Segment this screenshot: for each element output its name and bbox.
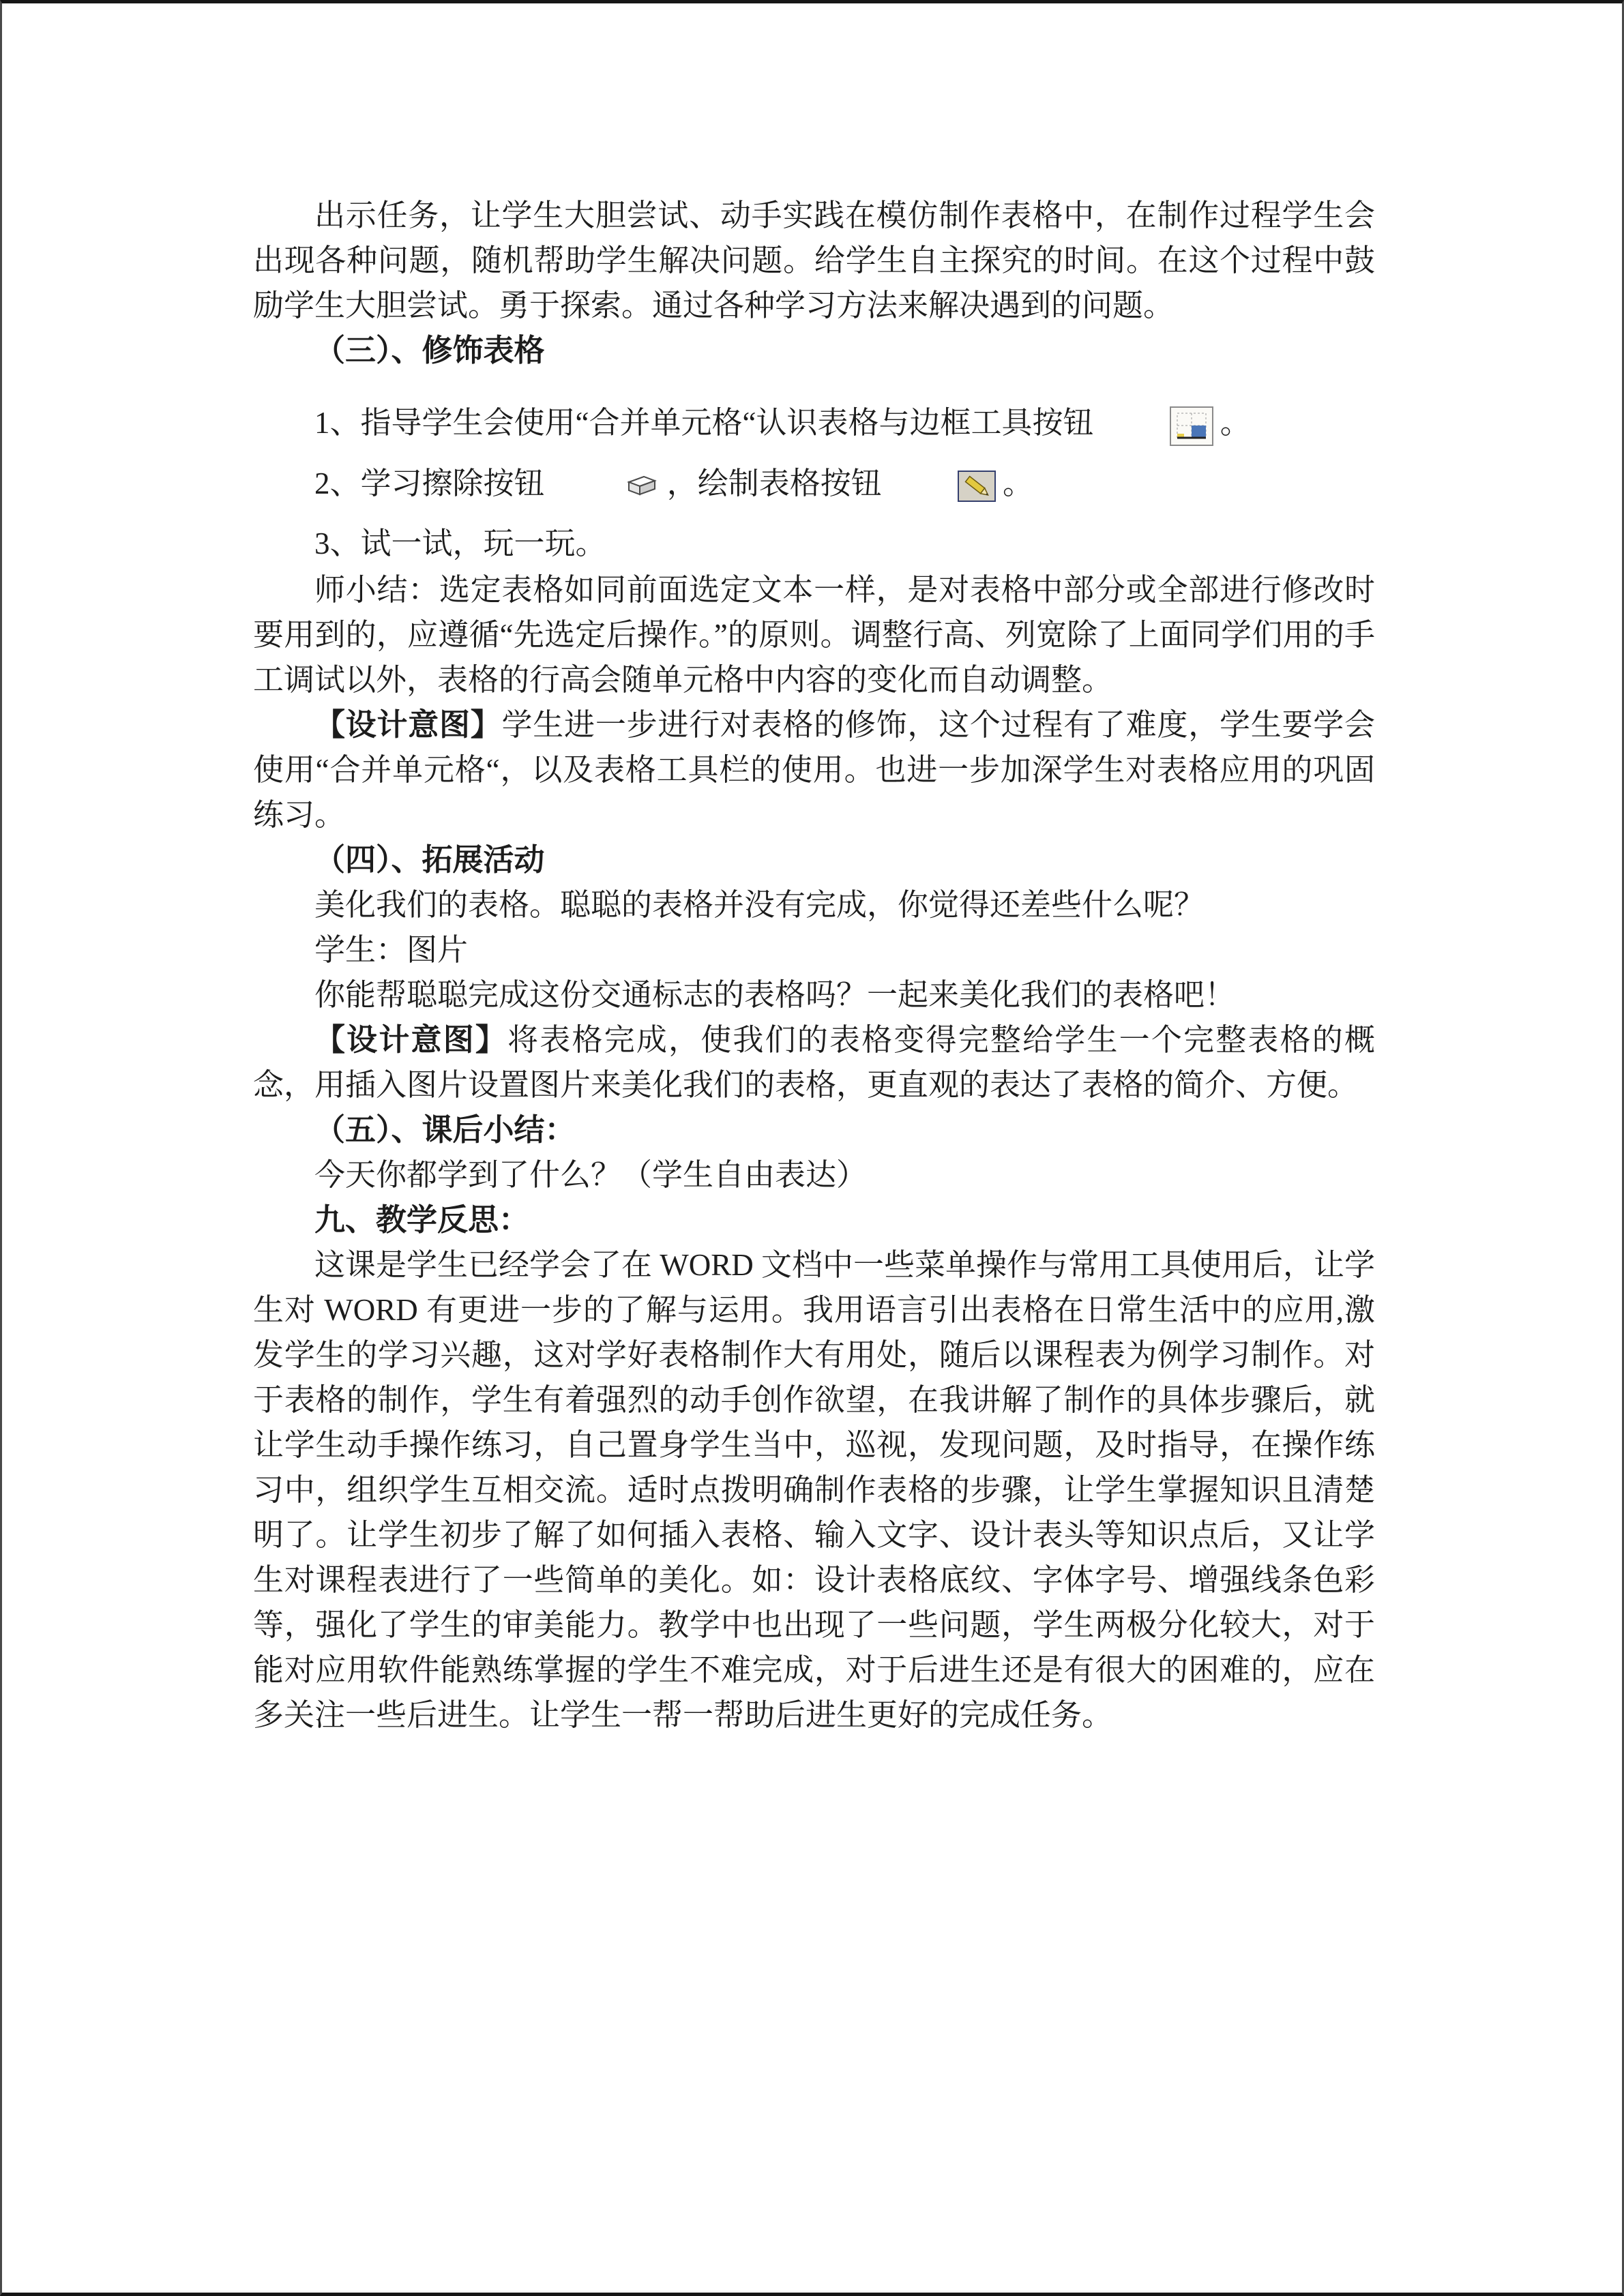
- paragraph-teaching-reflection: 这课是学生已经学会了在 WORD 文档中一些菜单操作与常用工具使用后，让学生对 WORD 有更进一步的了解与运用。我用语言引出表格在日常生活中的应用,激发学生的学习兴趣，这对学好表格制作大有用处，随后以课程表为例学习制作。对于表格的制作，学生有着强烈的动手创作欲望，在我讲解了制作的具体步骤后，就让学生动手操作练习，自己置身学生当中，巡视，发现问题，及时指导，在操作练习中，组织学生互相交流。适时点拨明确制作表格的步骤，让学生掌握知识且清楚明了。让学生初步了解了如何插入表格、输入文字、设计表头等知识点后，又让学生对课程表进行了一些简单的美化。如：设计表格底纹、字体字号、增强线条色彩等，强化了学生的审美能力。教学中也出现了一些问题，学生两极分化较大，对于能对应用软件能熟练掌握的学生不难完成，对于后进生还是有很大的困难的，应在多关注一些后进生。让学生一帮一帮助后进生更好的完成任务。: [253, 1247, 1375, 1732]
- paragraph-task: 出示任务，让学生大胆尝试、动手实践在模仿制作表格中，在制作过程学生会出现各种问题，随机帮助学生解决问题。给学生自主探究的时间。在这个过程中鼓励学生大胆尝试。勇于探索。通过各种学习方法来解决遇到的问题。: [253, 198, 1375, 323]
- heading-section-9: 九、教学反思：: [314, 1202, 530, 1237]
- document-content: [2, 3, 1622, 1738]
- list-item-3: 3、试一试，玩一玩。: [314, 526, 606, 561]
- list-item-2-text: 2、学习擦除按钮: [314, 466, 545, 501]
- list-item-2: [253, 461, 1375, 506]
- list-item-1-tail: 。: [1220, 406, 1251, 440]
- list-item-1-text: 1、指导学生会使用“合并单元格“认识表格与边框工具按钮: [314, 406, 1094, 440]
- draw-table-button-icon: [896, 471, 996, 502]
- heading-section-4: （四）、拓展活动: [314, 842, 545, 877]
- design-intent-1-label: 【设计意图】: [314, 707, 502, 742]
- list-item-2-tail: 。: [1003, 466, 1034, 501]
- design-intent-2-text: 将表格完成，使我们的表格变得完整给学生一个完整表格的概念，用插入图片设置图片来美化我们的表格，更直观的表达了表格的简介、方便。: [253, 1022, 1375, 1102]
- list-item-2-mid: ，绘制表格按钮: [666, 466, 882, 501]
- table-borders-button-icon: [1108, 406, 1213, 446]
- paragraph-beautify: 美化我们的表格。聪聪的表格并没有完成，你觉得还差些什么呢？: [314, 887, 1205, 922]
- paragraph-design-intent-2: [253, 1017, 1375, 1107]
- eraser-button-icon: [559, 473, 660, 500]
- design-intent-2-label: 【设计意图】: [314, 1022, 508, 1057]
- paragraph-help-prompt: 你能帮聪聪完成这份交通标志的表格吗？一起来美化我们的表格吧！: [314, 977, 1236, 1012]
- paragraph-design-intent-1: [253, 702, 1375, 837]
- heading-section-3: （三）、修饰表格: [314, 333, 545, 368]
- paragraph-student-answer: 学生：图片: [314, 932, 469, 967]
- heading-section-5: （五）、课后小结：: [314, 1112, 576, 1147]
- design-intent-1-text: 学生进一步进行对表格的修饰，这个过程有了难度，学生要学会使用“合并单元格“，以及表格工具栏的使用。也进一步加深学生对表格应用的巩固练习。: [253, 707, 1375, 832]
- paragraph-teacher-summary: 师小结：选定表格如同前面选定文本一样，是对表格中部分或全部进行修改时要用到的，应遵循“先选定后操作。”的原则。调整行高、列宽除了上面同学们用的手工调试以外，表格的行高会随单元格中内容的变化而自动调整。: [253, 572, 1375, 697]
- paragraph-lesson-recap: 今天你都学到了什么？（学生自由表达）: [314, 1157, 868, 1192]
- list-item-1: [253, 400, 1375, 446]
